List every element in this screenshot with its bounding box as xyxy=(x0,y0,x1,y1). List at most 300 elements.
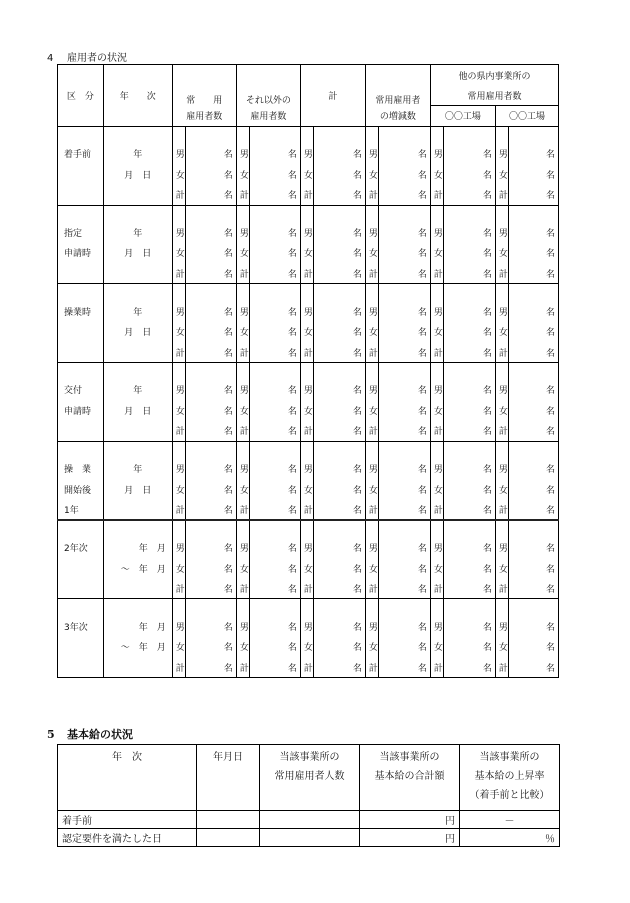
count-cell[interactable]: 名 xyxy=(444,637,496,658)
count-cell[interactable]: 名 xyxy=(509,558,559,579)
row-date[interactable] xyxy=(197,829,260,847)
group-year xyxy=(103,657,172,678)
gender-label: 女 xyxy=(300,400,313,421)
gender-label: 女 xyxy=(300,164,313,185)
group-year: 年 月 xyxy=(103,537,172,558)
gender-label: 計 xyxy=(430,500,443,521)
gender-label: 計 xyxy=(365,657,378,678)
group-row xyxy=(58,243,559,264)
header-change-2: の増減数 xyxy=(365,106,430,127)
gender-label: 女 xyxy=(300,243,313,264)
group-year xyxy=(103,578,172,599)
header-joyo: 常 用 xyxy=(172,65,236,106)
header-other-pref: 他の県内事業所の xyxy=(430,65,558,86)
gender-label: 男 xyxy=(300,537,313,558)
gender-label: 計 xyxy=(365,263,378,284)
count-cell[interactable]: 名 xyxy=(379,458,431,479)
count-cell[interactable]: 名 xyxy=(379,164,431,185)
count-cell[interactable]: 名 xyxy=(314,380,366,401)
gender-label: 女 xyxy=(495,321,508,342)
gender-label: 計 xyxy=(172,657,185,678)
group-label xyxy=(58,421,104,442)
gender-label: 女 xyxy=(300,479,313,500)
gender-label: 女 xyxy=(300,558,313,579)
group-year: 月 日 xyxy=(103,479,172,500)
row-count[interactable] xyxy=(260,829,360,847)
count-cell[interactable]: 名 xyxy=(509,578,559,599)
count-cell[interactable]: 名 xyxy=(250,458,301,479)
group-year: 月 日 xyxy=(103,321,172,342)
row-salary-total[interactable]: 円 xyxy=(360,829,460,847)
count-cell[interactable]: 名 xyxy=(250,222,301,243)
employment-status-table xyxy=(57,64,559,678)
header-nenji: 年 次 xyxy=(103,65,172,127)
gender-label: 男 xyxy=(495,222,508,243)
row-salary-rate[interactable]: － xyxy=(460,811,560,829)
count-cell[interactable]: 名 xyxy=(444,243,496,264)
group-row xyxy=(58,421,559,442)
gender-label: 男 xyxy=(430,301,443,322)
group-row xyxy=(58,637,559,658)
gender-label: 女 xyxy=(236,558,249,579)
gender-label: 男 xyxy=(365,301,378,322)
count-cell[interactable]: 名 xyxy=(250,184,301,205)
count-cell[interactable]: 名 xyxy=(509,500,559,521)
gender-label: 計 xyxy=(300,578,313,599)
count-cell[interactable]: 名 xyxy=(444,184,496,205)
count-cell[interactable]: 名 xyxy=(379,558,431,579)
gender-label: 男 xyxy=(365,537,378,558)
count-cell[interactable]: 名 xyxy=(444,558,496,579)
group-label xyxy=(58,263,104,284)
header-factory-b: 〇〇工場 xyxy=(495,106,558,127)
count-cell[interactable]: 名 xyxy=(444,616,496,637)
gender-label: 計 xyxy=(430,578,443,599)
count-cell[interactable]: 名 xyxy=(444,458,496,479)
group-row xyxy=(58,578,559,599)
count-cell[interactable]: 名 xyxy=(186,164,237,185)
gender-label: 女 xyxy=(430,479,443,500)
count-cell[interactable]: 名 xyxy=(444,421,496,442)
count-cell[interactable]: 名 xyxy=(314,243,366,264)
group-year: ～ 年 月 xyxy=(103,637,172,658)
group-year: 年 xyxy=(103,301,172,322)
group-label xyxy=(58,558,104,579)
header-salary-total: 当該事業所の 基本給の合計額 xyxy=(360,745,460,811)
count-cell[interactable]: 名 xyxy=(250,143,301,164)
gender-label: 女 xyxy=(365,164,378,185)
group-year: 年 xyxy=(103,222,172,243)
count-cell[interactable]: 名 xyxy=(186,500,237,521)
count-cell[interactable]: 名 xyxy=(314,578,366,599)
count-cell[interactable]: 名 xyxy=(444,657,496,678)
count-cell[interactable]: 名 xyxy=(314,263,366,284)
count-cell[interactable]: 名 xyxy=(509,342,559,363)
count-cell[interactable]: 名 xyxy=(250,421,301,442)
gender-label: 男 xyxy=(300,380,313,401)
count-cell[interactable]: 名 xyxy=(186,222,237,243)
count-cell[interactable]: 名 xyxy=(509,243,559,264)
gender-label: 女 xyxy=(236,243,249,264)
gender-label: 計 xyxy=(430,342,443,363)
gender-label: 女 xyxy=(365,637,378,658)
gender-label: 男 xyxy=(365,222,378,243)
count-cell[interactable]: 名 xyxy=(314,321,366,342)
gender-label: 計 xyxy=(300,184,313,205)
count-cell[interactable]: 名 xyxy=(379,380,431,401)
gender-label: 男 xyxy=(365,616,378,637)
header-factory-a: 〇〇工場 xyxy=(430,106,495,127)
gender-label: 女 xyxy=(430,243,443,264)
count-cell[interactable]: 名 xyxy=(186,558,237,579)
gender-label: 男 xyxy=(365,380,378,401)
group-year: 月 日 xyxy=(103,400,172,421)
gender-label: 計 xyxy=(236,342,249,363)
gender-label: 男 xyxy=(236,222,249,243)
count-cell[interactable]: 名 xyxy=(250,321,301,342)
group-row xyxy=(58,458,559,479)
gender-label: 男 xyxy=(365,458,378,479)
gender-label: 計 xyxy=(172,421,185,442)
gender-label: 男 xyxy=(300,616,313,637)
gender-label: 計 xyxy=(300,342,313,363)
count-cell[interactable]: 名 xyxy=(379,301,431,322)
gender-label: 計 xyxy=(172,578,185,599)
count-cell[interactable]: 名 xyxy=(379,637,431,658)
count-cell[interactable]: 名 xyxy=(186,637,237,658)
gender-label: 男 xyxy=(430,380,443,401)
count-cell[interactable]: 名 xyxy=(314,164,366,185)
row-salary-rate[interactable]: ％ xyxy=(460,829,560,847)
gender-label: 女 xyxy=(365,243,378,264)
group-label xyxy=(58,578,104,599)
group-year xyxy=(103,184,172,205)
gender-label: 女 xyxy=(236,321,249,342)
count-cell[interactable]: 名 xyxy=(379,421,431,442)
count-cell[interactable]: 名 xyxy=(444,143,496,164)
row-label: 着手前 xyxy=(58,811,197,829)
gender-label: 計 xyxy=(430,184,443,205)
group-year: 月 日 xyxy=(103,164,172,185)
group-label xyxy=(58,184,104,205)
gender-label: 女 xyxy=(430,637,443,658)
count-cell[interactable]: 名 xyxy=(379,342,431,363)
count-cell[interactable]: 名 xyxy=(509,637,559,658)
count-cell[interactable]: 名 xyxy=(314,500,366,521)
count-cell[interactable]: 名 xyxy=(186,243,237,264)
gender-label: 女 xyxy=(300,321,313,342)
count-cell[interactable]: 名 xyxy=(444,164,496,185)
gender-label: 男 xyxy=(236,616,249,637)
gender-label: 男 xyxy=(172,380,185,401)
count-cell[interactable]: 名 xyxy=(250,479,301,500)
group-label: 3年次 xyxy=(58,616,104,637)
group-row xyxy=(58,301,559,322)
group-row xyxy=(58,558,559,579)
gender-label: 計 xyxy=(236,578,249,599)
count-cell[interactable]: 名 xyxy=(186,578,237,599)
count-cell[interactable]: 名 xyxy=(379,616,431,637)
group-spacer xyxy=(58,284,559,301)
count-cell[interactable]: 名 xyxy=(186,380,237,401)
count-cell[interactable]: 名 xyxy=(250,537,301,558)
count-cell[interactable]: 名 xyxy=(250,500,301,521)
gender-label: 男 xyxy=(495,380,508,401)
group-label: 2年次 xyxy=(58,537,104,558)
count-cell[interactable]: 名 xyxy=(379,400,431,421)
count-cell[interactable]: 名 xyxy=(186,184,237,205)
section-number: 5 xyxy=(47,728,55,741)
gender-label: 女 xyxy=(495,243,508,264)
group-year xyxy=(103,500,172,521)
gender-label: 計 xyxy=(300,500,313,521)
group-label: 1年 xyxy=(58,500,104,521)
count-cell[interactable]: 名 xyxy=(444,321,496,342)
gender-label: 女 xyxy=(172,637,185,658)
count-cell[interactable]: 名 xyxy=(509,380,559,401)
count-cell[interactable]: 名 xyxy=(250,637,301,658)
header-total: 計 xyxy=(300,65,365,127)
group-year: 年 xyxy=(103,380,172,401)
gender-label: 女 xyxy=(365,558,378,579)
group-row xyxy=(58,616,559,637)
gender-label: 女 xyxy=(236,637,249,658)
group-spacer xyxy=(58,205,559,222)
count-cell[interactable]: 名 xyxy=(444,500,496,521)
count-cell[interactable]: 名 xyxy=(314,400,366,421)
count-cell[interactable]: 名 xyxy=(444,301,496,322)
section-title: 雇用者の状況 xyxy=(67,53,127,64)
gender-label: 男 xyxy=(236,537,249,558)
gender-label: 計 xyxy=(495,657,508,678)
table-row xyxy=(58,829,560,847)
header-other-2: 雇用者数 xyxy=(236,106,300,127)
count-cell[interactable]: 名 xyxy=(509,143,559,164)
gender-label: 男 xyxy=(430,616,443,637)
gender-label: 男 xyxy=(236,301,249,322)
count-cell[interactable]: 名 xyxy=(186,479,237,500)
gender-label: 女 xyxy=(172,321,185,342)
count-cell[interactable]: 名 xyxy=(314,458,366,479)
gender-label: 女 xyxy=(495,164,508,185)
count-cell[interactable]: 名 xyxy=(250,616,301,637)
gender-label: 計 xyxy=(236,500,249,521)
count-cell[interactable]: 名 xyxy=(379,657,431,678)
gender-label: 女 xyxy=(430,164,443,185)
group-year: 年 xyxy=(103,143,172,164)
count-cell[interactable]: 名 xyxy=(314,479,366,500)
gender-label: 男 xyxy=(495,143,508,164)
count-cell[interactable]: 名 xyxy=(444,222,496,243)
count-cell[interactable]: 名 xyxy=(379,222,431,243)
count-cell[interactable]: 名 xyxy=(314,616,366,637)
count-cell[interactable]: 名 xyxy=(509,263,559,284)
group-spacer xyxy=(58,441,559,458)
count-cell[interactable]: 名 xyxy=(509,657,559,678)
count-cell[interactable]: 名 xyxy=(509,222,559,243)
count-cell[interactable]: 名 xyxy=(509,421,559,442)
count-cell[interactable]: 名 xyxy=(379,537,431,558)
count-cell[interactable]: 名 xyxy=(509,479,559,500)
count-cell[interactable]: 名 xyxy=(379,143,431,164)
gender-label: 女 xyxy=(495,637,508,658)
gender-label: 計 xyxy=(365,421,378,442)
gender-label: 計 xyxy=(172,184,185,205)
count-cell[interactable]: 名 xyxy=(444,380,496,401)
row-count[interactable] xyxy=(260,811,360,829)
gender-label: 男 xyxy=(236,458,249,479)
count-cell[interactable]: 名 xyxy=(186,400,237,421)
count-cell[interactable]: 名 xyxy=(250,380,301,401)
count-cell[interactable]: 名 xyxy=(379,500,431,521)
group-label xyxy=(58,321,104,342)
header-nenji: 年 次 xyxy=(58,745,197,811)
gender-label: 男 xyxy=(172,458,185,479)
count-cell[interactable]: 名 xyxy=(250,578,301,599)
header-kubun: 区 分 xyxy=(58,65,104,127)
count-cell[interactable]: 名 xyxy=(250,657,301,678)
gender-label: 女 xyxy=(300,637,313,658)
count-cell[interactable]: 名 xyxy=(379,263,431,284)
gender-label: 計 xyxy=(365,578,378,599)
table-row xyxy=(58,811,560,829)
group-row xyxy=(58,222,559,243)
group-year: 年 月 xyxy=(103,616,172,637)
count-cell[interactable]: 名 xyxy=(186,421,237,442)
gender-label: 男 xyxy=(236,143,249,164)
group-year xyxy=(103,421,172,442)
gender-label: 女 xyxy=(365,321,378,342)
count-cell[interactable]: 名 xyxy=(186,263,237,284)
count-cell[interactable]: 名 xyxy=(186,616,237,637)
count-cell[interactable]: 名 xyxy=(444,537,496,558)
count-cell[interactable]: 名 xyxy=(444,578,496,599)
gender-label: 女 xyxy=(236,400,249,421)
count-cell[interactable]: 名 xyxy=(250,263,301,284)
count-cell[interactable]: 名 xyxy=(509,400,559,421)
count-cell[interactable]: 名 xyxy=(314,421,366,442)
group-row xyxy=(58,500,559,521)
gender-label: 男 xyxy=(172,301,185,322)
gender-label: 計 xyxy=(365,500,378,521)
gender-label: 計 xyxy=(300,657,313,678)
count-cell[interactable]: 名 xyxy=(444,263,496,284)
count-cell[interactable]: 名 xyxy=(186,458,237,479)
group-spacer xyxy=(58,520,559,537)
count-cell[interactable]: 名 xyxy=(444,479,496,500)
gender-label: 計 xyxy=(236,184,249,205)
count-cell[interactable]: 名 xyxy=(509,458,559,479)
group-label xyxy=(58,657,104,678)
gender-label: 女 xyxy=(172,479,185,500)
count-cell[interactable]: 名 xyxy=(250,342,301,363)
gender-label: 女 xyxy=(172,243,185,264)
count-cell[interactable]: 名 xyxy=(379,578,431,599)
group-label: 交付 xyxy=(58,380,104,401)
count-cell[interactable]: 名 xyxy=(509,616,559,637)
gender-label: 男 xyxy=(172,143,185,164)
group-year xyxy=(103,263,172,284)
gender-label: 女 xyxy=(430,400,443,421)
gender-label: 女 xyxy=(430,558,443,579)
gender-label: 男 xyxy=(172,537,185,558)
gender-label: 女 xyxy=(172,558,185,579)
count-cell[interactable]: 名 xyxy=(250,243,301,264)
row-date[interactable] xyxy=(197,811,260,829)
count-cell[interactable]: 名 xyxy=(186,321,237,342)
header-other: それ以外の xyxy=(236,65,300,106)
count-cell[interactable]: 名 xyxy=(314,558,366,579)
count-cell[interactable]: 名 xyxy=(509,184,559,205)
count-cell[interactable]: 名 xyxy=(509,321,559,342)
group-label: 開始後 xyxy=(58,479,104,500)
group-row xyxy=(58,380,559,401)
gender-label: 計 xyxy=(300,421,313,442)
count-cell[interactable]: 名 xyxy=(379,321,431,342)
gender-label: 男 xyxy=(430,458,443,479)
count-cell[interactable]: 名 xyxy=(314,637,366,658)
count-cell[interactable]: 名 xyxy=(314,537,366,558)
gender-label: 計 xyxy=(236,421,249,442)
count-cell[interactable]: 名 xyxy=(509,537,559,558)
count-cell[interactable]: 名 xyxy=(314,657,366,678)
gender-label: 男 xyxy=(172,616,185,637)
count-cell[interactable]: 名 xyxy=(186,657,237,678)
gender-label: 計 xyxy=(172,342,185,363)
count-cell[interactable]: 名 xyxy=(186,143,237,164)
gender-label: 女 xyxy=(172,164,185,185)
count-cell[interactable]: 名 xyxy=(444,342,496,363)
count-cell[interactable]: 名 xyxy=(186,301,237,322)
count-cell[interactable]: 名 xyxy=(314,222,366,243)
gender-label: 計 xyxy=(495,184,508,205)
count-cell[interactable]: 名 xyxy=(509,164,559,185)
group-label xyxy=(58,164,104,185)
gender-label: 計 xyxy=(495,263,508,284)
count-cell[interactable]: 名 xyxy=(379,479,431,500)
count-cell[interactable]: 名 xyxy=(509,301,559,322)
count-cell[interactable]: 名 xyxy=(314,342,366,363)
gender-label: 計 xyxy=(430,421,443,442)
count-cell[interactable]: 名 xyxy=(379,184,431,205)
gender-label: 男 xyxy=(495,616,508,637)
count-cell[interactable]: 名 xyxy=(186,342,237,363)
row-salary-total[interactable]: 円 xyxy=(360,811,460,829)
count-cell[interactable]: 名 xyxy=(250,400,301,421)
gender-label: 男 xyxy=(300,458,313,479)
count-cell[interactable]: 名 xyxy=(250,558,301,579)
gender-label: 男 xyxy=(300,143,313,164)
count-cell[interactable]: 名 xyxy=(444,400,496,421)
gender-label: 計 xyxy=(172,263,185,284)
gender-label: 計 xyxy=(172,500,185,521)
count-cell[interactable]: 名 xyxy=(314,301,366,322)
count-cell[interactable]: 名 xyxy=(186,537,237,558)
gender-label: 男 xyxy=(430,222,443,243)
count-cell[interactable]: 名 xyxy=(250,301,301,322)
count-cell[interactable]: 名 xyxy=(379,243,431,264)
gender-label: 計 xyxy=(430,263,443,284)
count-cell[interactable]: 名 xyxy=(314,184,366,205)
group-year: 月 日 xyxy=(103,243,172,264)
gender-label: 計 xyxy=(495,500,508,521)
group-label xyxy=(58,637,104,658)
count-cell[interactable]: 名 xyxy=(314,143,366,164)
group-row xyxy=(58,479,559,500)
gender-label: 女 xyxy=(172,400,185,421)
count-cell[interactable]: 名 xyxy=(250,164,301,185)
gender-label: 計 xyxy=(495,578,508,599)
